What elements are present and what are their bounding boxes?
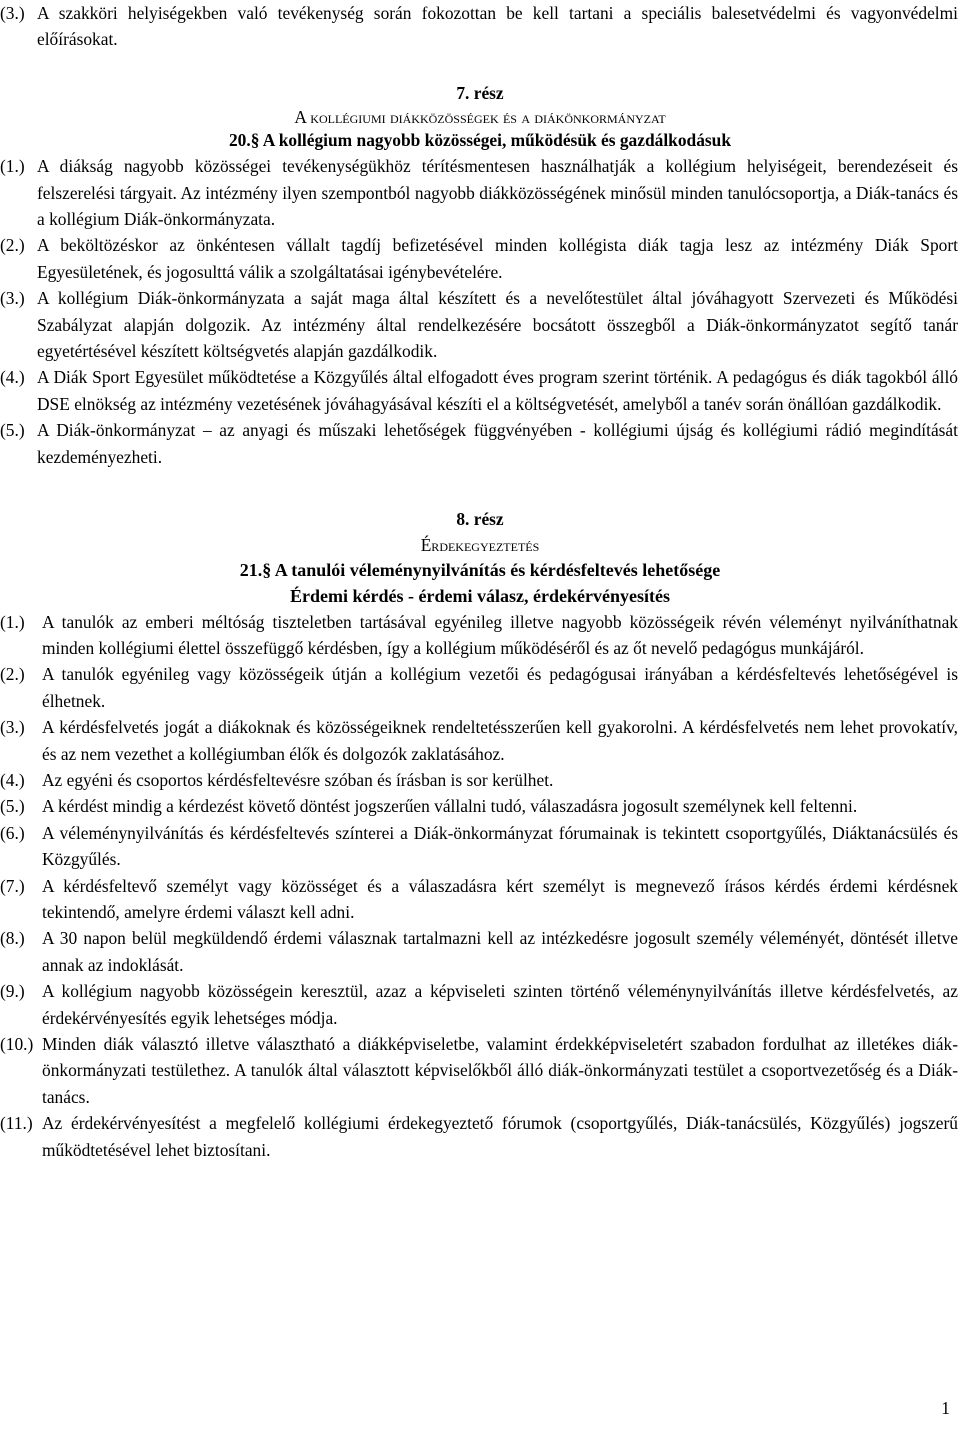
part-8-paragraph-2 (0, 661, 960, 714)
paragraph-number: (2.) (0, 235, 25, 256)
part-8-paragraph-10 (0, 1031, 960, 1110)
paragraph-number: (3.) (0, 288, 25, 309)
paragraph-number: (11.) (0, 1113, 33, 1134)
part-8-paragraph-6 (0, 820, 960, 873)
section-20-heading: 20.§ A kollégium nagyobb közösségei, működésük és gazdálkodásuk (228, 130, 732, 151)
paragraph-text: A szakköri helyiségekben való tevékenység során fokozottan be kell tartani a speciális balesetvédelmi és vagyonvédelmi előírásokat. (37, 3, 958, 50)
part-7-title: 7. rész (456, 82, 504, 103)
paragraph-text: A 30 napon belül megküldendő érdemi válasznak tartalmazni kell az intézkedésre jogosult személy véleményét, döntését illetve annak az indoklását. (42, 928, 958, 975)
part-8-paragraph-7 (0, 873, 960, 926)
intro-paragraph (0, 0, 960, 53)
paragraph-text: A Diák-önkormányzat – az anyagi és műszaki lehetőségek függvényében - kollégiumi újság és kollégiumi rádió megindítását kezdeményezheti. (37, 420, 958, 467)
paragraph-number: (3.) (0, 717, 25, 738)
part-8-paragraph-8 (0, 925, 960, 978)
paragraph-text: A kérdésfelvetés jogát a diákoknak és közösségeiknek rendeltetésszerűen kell gyakorolni. A kérdésfelvetés nem lehet provokatív, és az nem vezethet a kollégiumban élők és dolgozók zaklatásához. (42, 717, 958, 764)
paragraph-number: (10.) (0, 1034, 34, 1054)
paragraph-number: (3.) (0, 3, 25, 23)
paragraph-text: Az egyéni és csoportos kérdésfeltevésre szóban és írásban is sor kerülhet. (42, 769, 554, 790)
part-7-paragraphs (0, 153, 960, 470)
part-8-paragraph-9 (0, 978, 960, 1031)
part-8-paragraph-11 (0, 1110, 960, 1163)
paragraph-number: (1.) (0, 156, 25, 177)
part-8-paragraph-4 (0, 767, 960, 793)
paragraph-text: A tanulók egyénileg vagy közösségeik útján a kollégium vezetői és pedagógusai irányában a kérdésfeltevés lehetőségével is élhetnek. (42, 664, 958, 711)
paragraph-text: A tanulók az emberi méltóság tiszteletben tartásával egyénileg illetve nagyobb közösségeik révén véleményt nyilváníthatnak minden kollégiumi élettel összefüggő kérdésben, így a kollégium működéséről és az őt nevelő pedagógus munkájáról. (42, 611, 958, 658)
part-7-paragraph-5 (0, 417, 960, 470)
part-8-paragraph-3 (0, 714, 960, 767)
part-8-subtitle: Érdekegyeztetés (420, 534, 540, 555)
part-7-paragraph-1 (0, 153, 960, 232)
part-8-paragraph-1 (0, 609, 960, 662)
paragraph-text: A beköltözéskor az önkéntesen vállalt tagdíj befizetésével minden kollégista diák tagja lesz az intézmény Diák Sport Egyesületének, és jogosulttá válik a szolgáltatásai igénybevételére. (37, 235, 958, 282)
paragraph-text: Az érdekérvényesítést a megfelelő kollégiumi érdekegyeztető fórumok (csoportgyűlés, Diák-tanácsülés, Közgyűlés) jogszerű működtetésével lehet biztosítani. (42, 1113, 958, 1160)
part-7-paragraph-4 (0, 364, 960, 417)
page-number: 1 (941, 1397, 950, 1418)
paragraph-number: (6.) (0, 822, 25, 843)
paragraph-text: Minden diák választó illetve választható a diákképviseletbe, valamint érdekképviseletért szabadon fordulhat az illetékes diák-önkormányzati testülethez. A tanulók által választott képviselőkből álló diák-önkormányzati testület a csoportvezetőség és a Diák-tanács. (42, 1034, 958, 1107)
paragraph-text: A kérdésfeltevő személyt vagy közösséget és a válaszadásra kért személyt is megnevező írásos kérdés érdemi kérdésnek tekintendő, amelyre érdemi választ kell adni. (42, 875, 958, 922)
paragraph-number: (9.) (0, 981, 25, 1002)
paragraph-number: (4.) (0, 367, 25, 388)
paragraph-text: A kollégium Diák-önkormányzata a saját maga által készített és a nevelőtestület által jóváhagyott Szervezeti és Működési Szabályzat alapján dolgozik. Az intézmény által rendelkezésére bocsátott összegből a Diák-önkormányzatot segítő tanár egyetértésével készített költségvetés alapján gazdálkodik. (37, 288, 958, 362)
part-8-paragraphs (0, 609, 960, 1164)
paragraph-number: (5.) (0, 420, 25, 441)
paragraph-number: (1.) (0, 611, 25, 632)
part-8-title: 8. rész (456, 509, 504, 530)
paragraph-text: A Diák Sport Egyesület működtetése a Közgyűlés által elfogadott éves program szerint történik. A pedagógus és diák tagokból álló DSE elnökség az intézmény vezetésének jóváhagyásával készíti el a költségvetését, amelyből a tanév során önállóan gazdálkodik. (37, 367, 958, 414)
paragraph-text: A kollégium nagyobb közösségein keresztül, azaz a képviseleti szinten történő véleménynyilvánítás illetve kérdésfelvetés, az érdekérvényesítés egyik lehetséges módja. (42, 981, 958, 1028)
section-21-subheading: Érdemi kérdés - érdemi válasz, érdekérvényesítés (290, 585, 670, 606)
part-8-paragraph-5 (0, 793, 960, 819)
part-7-paragraph-3 (0, 285, 960, 364)
paragraph-number: (7.) (0, 875, 25, 896)
paragraph-number: (5.) (0, 796, 25, 817)
paragraph-text: A véleménynyilvánítás és kérdésfeltevés színterei a Diák-önkormányzat fórumainak is tekintett csoportgyűlés, Diáktanácsülés és Közgyűlés. (42, 822, 958, 870)
paragraph-number: (4.) (0, 769, 25, 790)
section-21-heading: 21.§ A tanulói véleménynyilvánítás és kérdésfeltevés lehetősége (239, 559, 721, 580)
paragraph-number: (2.) (0, 664, 25, 685)
part-7-subtitle: A kollégiumi diákközösségek és a diákönkormányzat (294, 107, 666, 128)
paragraph-text: A kérdést mindig a kérdezést követő döntést jogszerűen vállalni tudó, válaszadásra jogosult személynek kell feltenni. (42, 796, 858, 817)
part-7-paragraph-2 (0, 232, 960, 285)
paragraph-number: (8.) (0, 928, 25, 949)
paragraph-text: A diákság nagyobb közösségei tevékenységükhöz térítésmentesen használhatják a kollégium helyiségeit, berendezéseit és felszerelési tárgyait. Az intézmény ilyen szempontból nagyobb diákközösségének minősül minden tanulócsoportja, a Diák-tanács és a kollégium Diák-önkormányzata. (37, 156, 958, 230)
